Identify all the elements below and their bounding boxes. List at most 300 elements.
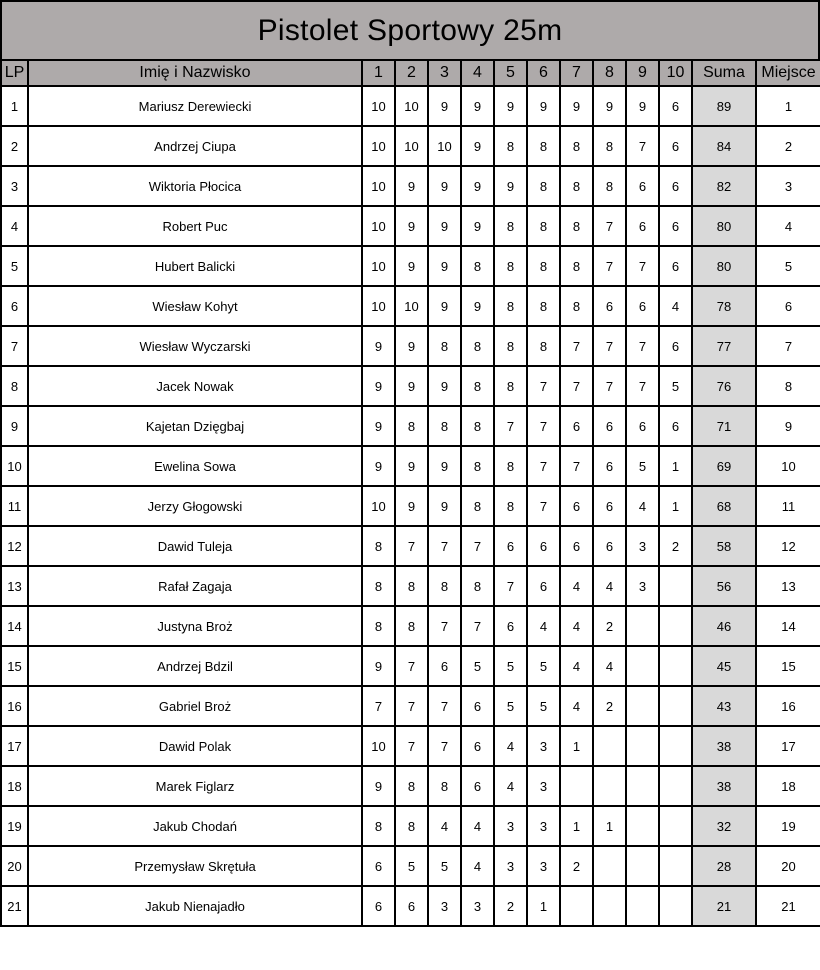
row-shot-5: 7 (494, 566, 527, 606)
row-lp: 7 (1, 326, 28, 366)
row-name: Wiesław Wyczarski (28, 326, 362, 366)
row-shot-8: 7 (593, 366, 626, 406)
row-shot-10: 2 (659, 526, 692, 566)
row-shot-1: 9 (362, 766, 395, 806)
row-shot-1: 10 (362, 86, 395, 126)
row-sum: 76 (692, 366, 756, 406)
row-shot-7 (560, 766, 593, 806)
header-place: Miejsce (756, 60, 820, 86)
row-shot-4: 4 (461, 806, 494, 846)
row-shot-8: 8 (593, 166, 626, 206)
row-sum: 71 (692, 406, 756, 446)
row-shot-1: 9 (362, 366, 395, 406)
row-shot-1: 10 (362, 486, 395, 526)
row-shot-4: 6 (461, 726, 494, 766)
row-shot-3: 8 (428, 566, 461, 606)
row-shot-2: 8 (395, 566, 428, 606)
row-shot-10: 1 (659, 486, 692, 526)
table-row (1, 806, 820, 846)
table-row (1, 166, 820, 206)
table-row (1, 246, 820, 286)
row-lp: 9 (1, 406, 28, 446)
row-shot-8: 4 (593, 646, 626, 686)
row-place: 8 (756, 366, 820, 406)
row-shot-7: 7 (560, 446, 593, 486)
row-shot-8: 6 (593, 486, 626, 526)
row-place: 20 (756, 846, 820, 886)
row-shot-2: 9 (395, 166, 428, 206)
row-shot-7: 6 (560, 406, 593, 446)
row-name: Kajetan Dzięgbaj (28, 406, 362, 446)
row-shot-10: 6 (659, 166, 692, 206)
row-shot-1: 9 (362, 326, 395, 366)
table-row (1, 406, 820, 446)
table-row (1, 606, 820, 646)
row-shot-7: 8 (560, 246, 593, 286)
row-lp: 17 (1, 726, 28, 766)
row-shot-2: 7 (395, 526, 428, 566)
row-sum: 21 (692, 886, 756, 926)
row-place: 10 (756, 446, 820, 486)
row-shot-3: 8 (428, 326, 461, 366)
results-body (1, 86, 820, 926)
row-shot-2: 10 (395, 286, 428, 326)
row-sum: 43 (692, 686, 756, 726)
row-shot-8: 2 (593, 686, 626, 726)
row-name: Andrzej Ciupa (28, 126, 362, 166)
row-shot-10 (659, 766, 692, 806)
row-shot-9: 9 (626, 86, 659, 126)
row-shot-5: 7 (494, 406, 527, 446)
row-sum: 56 (692, 566, 756, 606)
row-shot-4: 7 (461, 526, 494, 566)
row-shot-6: 8 (527, 166, 560, 206)
row-name: Ewelina Sowa (28, 446, 362, 486)
row-shot-7: 1 (560, 806, 593, 846)
row-shot-6: 3 (527, 806, 560, 846)
row-shot-1: 9 (362, 646, 395, 686)
row-lp: 11 (1, 486, 28, 526)
row-place: 14 (756, 606, 820, 646)
row-shot-6: 8 (527, 326, 560, 366)
row-shot-4: 8 (461, 366, 494, 406)
table-row (1, 486, 820, 526)
row-shot-6: 8 (527, 206, 560, 246)
row-place: 4 (756, 206, 820, 246)
row-shot-4: 6 (461, 686, 494, 726)
table-row (1, 86, 820, 126)
row-name: Dawid Tuleja (28, 526, 362, 566)
row-shot-1: 10 (362, 246, 395, 286)
row-lp: 18 (1, 766, 28, 806)
row-shot-3: 9 (428, 446, 461, 486)
row-shot-9 (626, 766, 659, 806)
row-shot-8: 6 (593, 286, 626, 326)
row-place: 5 (756, 246, 820, 286)
row-name: Andrzej Bdzil (28, 646, 362, 686)
row-shot-8: 6 (593, 406, 626, 446)
row-shot-10: 6 (659, 86, 692, 126)
row-shot-4: 8 (461, 406, 494, 446)
row-sum: 32 (692, 806, 756, 846)
row-shot-6: 7 (527, 486, 560, 526)
row-shot-7: 8 (560, 126, 593, 166)
row-lp: 2 (1, 126, 28, 166)
row-shot-5: 3 (494, 806, 527, 846)
row-shot-7 (560, 886, 593, 926)
row-shot-10: 4 (659, 286, 692, 326)
row-shot-3: 8 (428, 406, 461, 446)
table-row (1, 646, 820, 686)
row-shot-10 (659, 846, 692, 886)
row-name: Hubert Balicki (28, 246, 362, 286)
row-shot-10 (659, 686, 692, 726)
header-shot-7: 7 (560, 60, 593, 86)
row-shot-8: 7 (593, 246, 626, 286)
row-name: Przemysław Skrętuła (28, 846, 362, 886)
row-place: 3 (756, 166, 820, 206)
row-shot-3: 7 (428, 526, 461, 566)
row-shot-8: 1 (593, 806, 626, 846)
row-shot-7: 6 (560, 526, 593, 566)
row-shot-4: 3 (461, 886, 494, 926)
row-place: 18 (756, 766, 820, 806)
row-shot-6: 9 (527, 86, 560, 126)
row-shot-3: 8 (428, 766, 461, 806)
row-name: Gabriel Broż (28, 686, 362, 726)
table-row (1, 566, 820, 606)
row-shot-1: 10 (362, 726, 395, 766)
row-shot-6: 7 (527, 446, 560, 486)
row-sum: 45 (692, 646, 756, 686)
row-shot-6: 7 (527, 366, 560, 406)
row-place: 2 (756, 126, 820, 166)
row-shot-4: 9 (461, 206, 494, 246)
header-shot-4: 4 (461, 60, 494, 86)
sheet-title: Pistolet Sportowy 25m (0, 0, 820, 61)
row-shot-8: 8 (593, 126, 626, 166)
row-shot-9: 6 (626, 406, 659, 446)
row-shot-3: 9 (428, 366, 461, 406)
row-shot-6: 3 (527, 766, 560, 806)
row-shot-9: 6 (626, 286, 659, 326)
row-shot-8: 9 (593, 86, 626, 126)
row-shot-8 (593, 846, 626, 886)
table-row (1, 326, 820, 366)
row-shot-2: 5 (395, 846, 428, 886)
row-sum: 28 (692, 846, 756, 886)
row-lp: 10 (1, 446, 28, 486)
row-shot-9: 3 (626, 566, 659, 606)
row-sum: 38 (692, 766, 756, 806)
row-sum: 46 (692, 606, 756, 646)
row-shot-10: 6 (659, 326, 692, 366)
row-lp: 16 (1, 686, 28, 726)
row-shot-2: 8 (395, 766, 428, 806)
row-shot-3: 9 (428, 206, 461, 246)
row-shot-7: 7 (560, 366, 593, 406)
row-name: Wiesław Kohyt (28, 286, 362, 326)
row-shot-2: 7 (395, 726, 428, 766)
row-shot-6: 8 (527, 126, 560, 166)
table-row (1, 846, 820, 886)
row-shot-5: 6 (494, 606, 527, 646)
row-sum: 80 (692, 246, 756, 286)
row-shot-10 (659, 646, 692, 686)
row-shot-5: 8 (494, 286, 527, 326)
row-shot-8 (593, 726, 626, 766)
row-shot-3: 7 (428, 726, 461, 766)
row-shot-5: 4 (494, 726, 527, 766)
row-shot-4: 6 (461, 766, 494, 806)
row-shot-8: 7 (593, 326, 626, 366)
header-row (1, 60, 820, 86)
row-shot-5: 8 (494, 206, 527, 246)
row-shot-4: 9 (461, 86, 494, 126)
row-shot-9: 7 (626, 126, 659, 166)
row-shot-2: 10 (395, 126, 428, 166)
row-name: Wiktoria Płocica (28, 166, 362, 206)
row-shot-1: 10 (362, 166, 395, 206)
row-shot-5: 2 (494, 886, 527, 926)
row-lp: 5 (1, 246, 28, 286)
row-shot-4: 8 (461, 326, 494, 366)
table-row (1, 286, 820, 326)
row-sum: 82 (692, 166, 756, 206)
row-shot-5: 8 (494, 486, 527, 526)
row-shot-9 (626, 726, 659, 766)
row-shot-8: 2 (593, 606, 626, 646)
row-shot-5: 8 (494, 246, 527, 286)
row-shot-9 (626, 806, 659, 846)
table-row (1, 766, 820, 806)
row-sum: 89 (692, 86, 756, 126)
row-shot-8: 6 (593, 446, 626, 486)
row-shot-7: 4 (560, 606, 593, 646)
row-lp: 8 (1, 366, 28, 406)
row-shot-10 (659, 566, 692, 606)
row-shot-7: 8 (560, 286, 593, 326)
row-place: 21 (756, 886, 820, 926)
row-shot-4: 7 (461, 606, 494, 646)
table-row (1, 366, 820, 406)
row-shot-3: 9 (428, 86, 461, 126)
row-name: Jerzy Głogowski (28, 486, 362, 526)
table-row (1, 686, 820, 726)
header-lp: LP (1, 60, 28, 86)
header-shot-6: 6 (527, 60, 560, 86)
row-shot-1: 10 (362, 286, 395, 326)
row-shot-6: 1 (527, 886, 560, 926)
row-place: 17 (756, 726, 820, 766)
row-shot-4: 4 (461, 846, 494, 886)
row-shot-1: 8 (362, 526, 395, 566)
row-place: 7 (756, 326, 820, 366)
row-shot-1: 9 (362, 406, 395, 446)
row-shot-1: 7 (362, 686, 395, 726)
row-place: 13 (756, 566, 820, 606)
row-shot-9: 4 (626, 486, 659, 526)
row-shot-7: 4 (560, 646, 593, 686)
row-shot-5: 6 (494, 526, 527, 566)
header-shot-1: 1 (362, 60, 395, 86)
row-shot-9: 6 (626, 166, 659, 206)
row-shot-5: 9 (494, 86, 527, 126)
row-name: Robert Puc (28, 206, 362, 246)
header-shot-9: 9 (626, 60, 659, 86)
row-shot-5: 5 (494, 686, 527, 726)
row-lp: 14 (1, 606, 28, 646)
row-shot-9: 3 (626, 526, 659, 566)
row-shot-8: 4 (593, 566, 626, 606)
header-shot-10: 10 (659, 60, 692, 86)
row-sum: 84 (692, 126, 756, 166)
row-lp: 21 (1, 886, 28, 926)
row-shot-10: 6 (659, 126, 692, 166)
row-shot-2: 9 (395, 206, 428, 246)
row-lp: 19 (1, 806, 28, 846)
row-name: Mariusz Derewiecki (28, 86, 362, 126)
row-shot-7: 4 (560, 566, 593, 606)
row-lp: 4 (1, 206, 28, 246)
row-place: 19 (756, 806, 820, 846)
row-shot-9 (626, 686, 659, 726)
row-shot-2: 8 (395, 606, 428, 646)
row-shot-7: 8 (560, 166, 593, 206)
row-shot-8: 6 (593, 526, 626, 566)
row-shot-1: 8 (362, 566, 395, 606)
row-shot-2: 9 (395, 486, 428, 526)
row-sum: 78 (692, 286, 756, 326)
row-sum: 69 (692, 446, 756, 486)
row-shot-5: 4 (494, 766, 527, 806)
row-place: 12 (756, 526, 820, 566)
row-shot-6: 3 (527, 846, 560, 886)
row-lp: 13 (1, 566, 28, 606)
table-row (1, 526, 820, 566)
row-shot-9: 7 (626, 366, 659, 406)
table-row (1, 886, 820, 926)
row-shot-2: 9 (395, 326, 428, 366)
header-name: Imię i Nazwisko (28, 60, 362, 86)
row-shot-1: 6 (362, 846, 395, 886)
row-place: 6 (756, 286, 820, 326)
row-shot-4: 9 (461, 166, 494, 206)
row-name: Jakub Chodań (28, 806, 362, 846)
row-shot-1: 8 (362, 606, 395, 646)
row-shot-10: 1 (659, 446, 692, 486)
row-shot-7: 8 (560, 206, 593, 246)
table-row (1, 126, 820, 166)
row-place: 11 (756, 486, 820, 526)
row-lp: 6 (1, 286, 28, 326)
row-shot-5: 8 (494, 446, 527, 486)
row-name: Justyna Broż (28, 606, 362, 646)
row-sum: 68 (692, 486, 756, 526)
row-shot-5: 3 (494, 846, 527, 886)
row-shot-3: 9 (428, 166, 461, 206)
row-name: Jacek Nowak (28, 366, 362, 406)
row-shot-10: 6 (659, 246, 692, 286)
row-shot-2: 7 (395, 646, 428, 686)
row-shot-1: 9 (362, 446, 395, 486)
row-shot-4: 8 (461, 566, 494, 606)
row-shot-8: 7 (593, 206, 626, 246)
row-shot-1: 10 (362, 126, 395, 166)
row-shot-4: 8 (461, 446, 494, 486)
row-shot-10 (659, 726, 692, 766)
row-shot-7: 1 (560, 726, 593, 766)
row-shot-6: 7 (527, 406, 560, 446)
row-shot-2: 10 (395, 86, 428, 126)
row-place: 15 (756, 646, 820, 686)
row-name: Jakub Nienajadło (28, 886, 362, 926)
row-shot-7: 9 (560, 86, 593, 126)
row-shot-5: 8 (494, 126, 527, 166)
row-shot-9: 7 (626, 246, 659, 286)
row-shot-6: 3 (527, 726, 560, 766)
row-shot-9 (626, 846, 659, 886)
row-shot-9: 6 (626, 206, 659, 246)
header-shot-2: 2 (395, 60, 428, 86)
row-shot-3: 9 (428, 286, 461, 326)
row-shot-2: 6 (395, 886, 428, 926)
row-shot-7: 7 (560, 326, 593, 366)
row-name: Dawid Polak (28, 726, 362, 766)
row-shot-2: 9 (395, 366, 428, 406)
row-sum: 38 (692, 726, 756, 766)
row-shot-4: 9 (461, 286, 494, 326)
row-lp: 20 (1, 846, 28, 886)
row-shot-5: 8 (494, 326, 527, 366)
row-shot-9: 5 (626, 446, 659, 486)
row-shot-1: 8 (362, 806, 395, 846)
row-lp: 3 (1, 166, 28, 206)
row-shot-9 (626, 606, 659, 646)
row-shot-4: 8 (461, 486, 494, 526)
row-sum: 77 (692, 326, 756, 366)
row-sum: 58 (692, 526, 756, 566)
row-shot-3: 3 (428, 886, 461, 926)
row-shot-8 (593, 886, 626, 926)
row-shot-3: 6 (428, 646, 461, 686)
row-shot-2: 8 (395, 406, 428, 446)
table-row (1, 446, 820, 486)
row-name: Rafał Zagaja (28, 566, 362, 606)
row-shot-6: 5 (527, 646, 560, 686)
row-shot-2: 7 (395, 686, 428, 726)
header-sum: Suma (692, 60, 756, 86)
header-shot-8: 8 (593, 60, 626, 86)
row-shot-6: 6 (527, 526, 560, 566)
row-shot-3: 7 (428, 606, 461, 646)
row-shot-10 (659, 606, 692, 646)
row-shot-4: 5 (461, 646, 494, 686)
row-sum: 80 (692, 206, 756, 246)
table-row (1, 726, 820, 766)
row-shot-9 (626, 646, 659, 686)
row-shot-6: 8 (527, 286, 560, 326)
row-shot-3: 10 (428, 126, 461, 166)
row-shot-10: 5 (659, 366, 692, 406)
row-place: 9 (756, 406, 820, 446)
row-lp: 15 (1, 646, 28, 686)
row-shot-10: 6 (659, 206, 692, 246)
row-shot-3: 9 (428, 246, 461, 286)
row-shot-9: 7 (626, 326, 659, 366)
row-shot-6: 8 (527, 246, 560, 286)
row-place: 1 (756, 86, 820, 126)
